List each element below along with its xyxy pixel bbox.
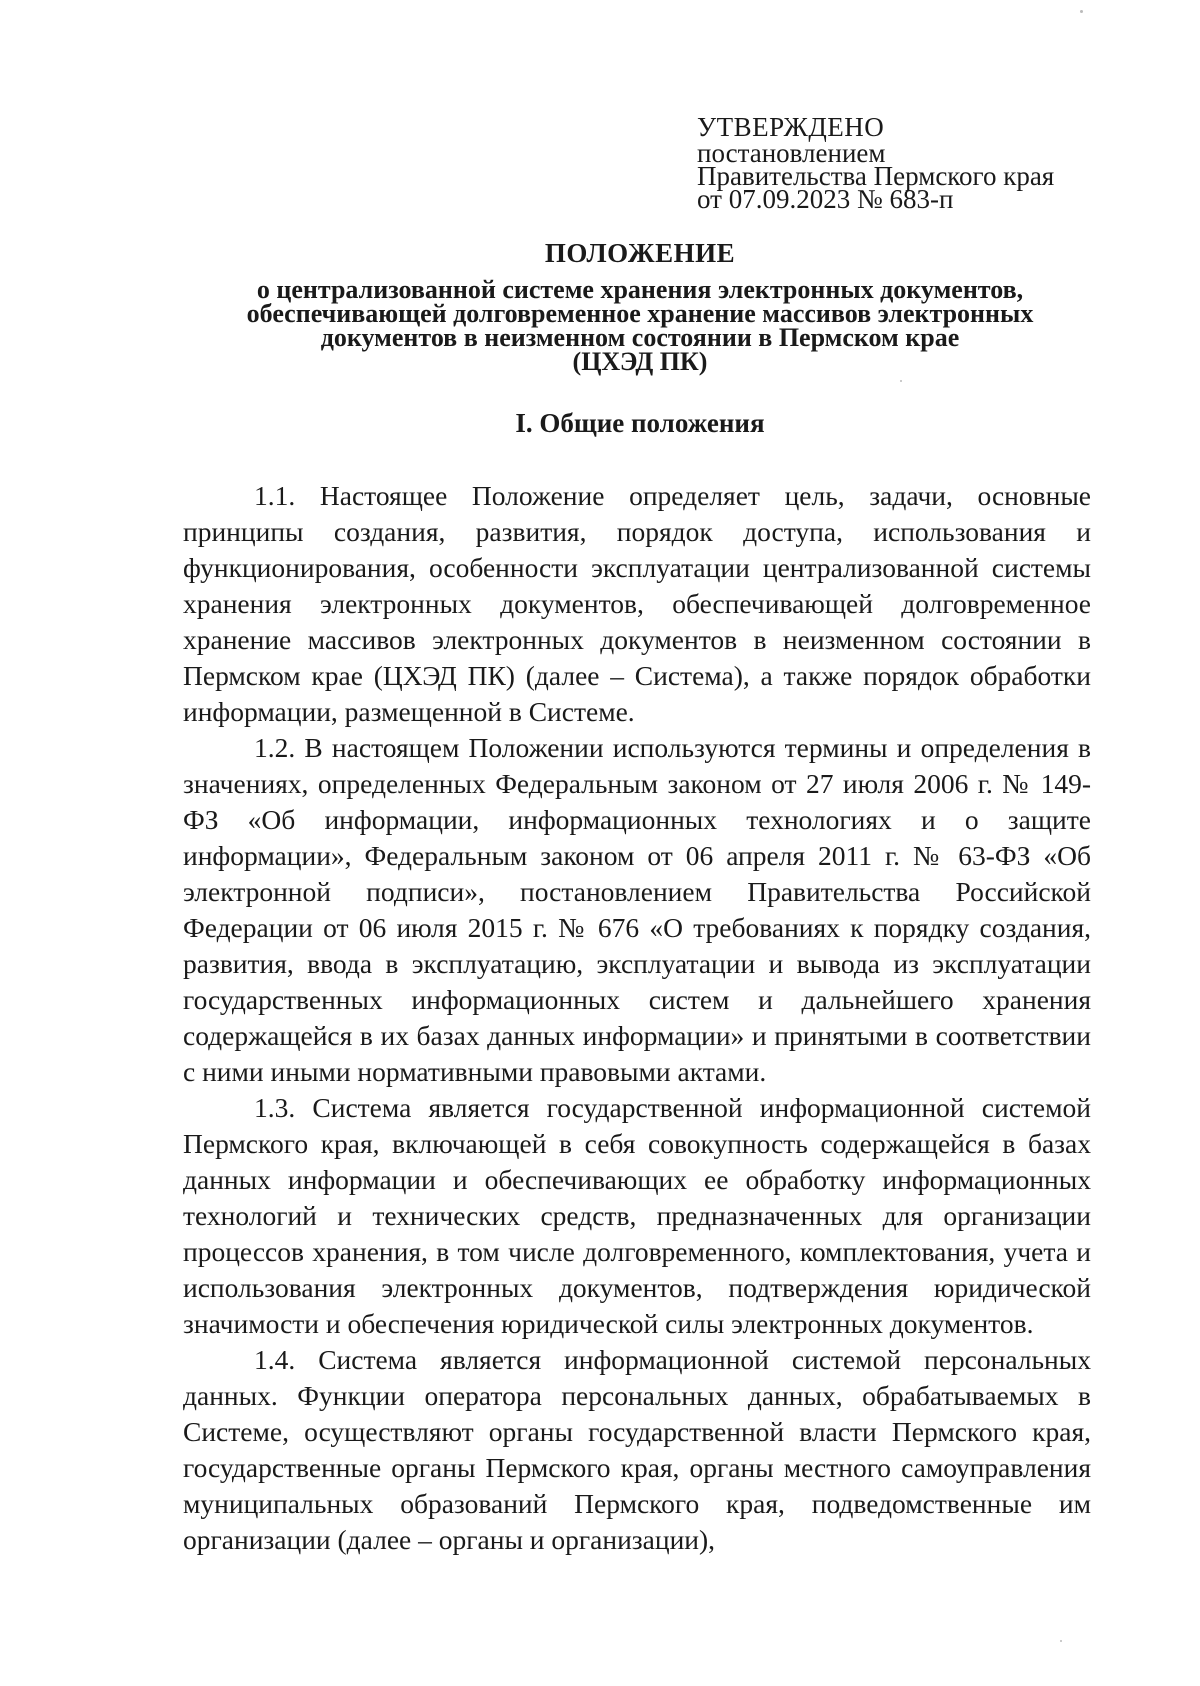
scan-speck [900,380,902,382]
document-body [183,478,1091,1558]
paragraph-1-3: 1.3. Система является государственной информационной системой Пермского края, включающей в себя совокупность содержащейся в базах данных информации и обеспечивающих ее обработку информационных технологий и технических средств, предназначенных для организации процессов хранения, в том числе долговременного, комплектования, учета и использования электронных документов, подтверждения юридической значимости и обеспечения юридической силы электронных документов. [183,1092,1091,1339]
paragraph-1-1: 1.1. Настоящее Положение определяет цель, задачи, основные принципы создания, развития, порядок доступа, использования и функционирования, особенности эксплуатации централизованной системы хранения электронных документов, обеспечивающей долговременное хранение массивов электронных документов в неизменном состоянии в Пермском крае (ЦХЭД ПК) (далее – Система), а также порядок обработки информации, размещенной в Системе. [183,480,1091,727]
section-heading: I. Общие положения [515,408,765,438]
approval-line-date-number: от 07.09.2023 № 683-п [697,184,954,214]
subtitle-line-4: (ЦХЭД ПК) [572,347,708,376]
scan-speck [1080,10,1083,13]
approval-line-government: Правительства Пермского края [697,161,1055,191]
subtitle-line-2: обеспечивающей долговременное хранение массивов электронных [246,299,1034,328]
document-title: ПОЛОЖЕНИЕ [544,238,736,268]
paragraph-1-2: 1.2. В настоящем Положении используются термины и определения в значениях, определенных Федеральным законом от 27 июля 2006 г. № 149-ФЗ «Об информации, информационных технологиях и о защите информации», Федеральным законом от 06 апреля 2011 г. № 63-ФЗ «Об электронной подписи», постановлением Правительства Российской Федерации от 06 июля 2015 г. № 676 «О требованиях к порядку создания, развития, ввода в эксплуатацию, эксплуатации и вывода из эксплуатации государственных информационных систем и дальнейшего хранения содержащейся в их базах данных информации» и принятыми в соответствии с ними иными нормативными правовыми актами. [183,732,1091,1087]
approval-title: УТВЕРЖДЕНО [697,112,885,142]
subtitle-line-3: документов в неизменном состоянии в Пермском крае [320,323,960,352]
approval-block [697,112,1137,214]
approval-line-decree: постановлением [697,138,886,168]
paragraph-1-4: 1.4. Система является информационной системой персональных данных. Функции оператора персональных данных, обрабатываемых в Системе, осуществляют органы государственной власти Пермского края, государственные органы Пермского края, органы местного самоуправления муниципальных образований Пермского края, подведомственные им организации (далее – органы и организации), [183,1344,1091,1555]
scan-speck [1060,1640,1062,1642]
document-subtitle [180,275,1100,376]
subtitle-line-1: о централизованной системе хранения электронных документов, [256,275,1024,304]
